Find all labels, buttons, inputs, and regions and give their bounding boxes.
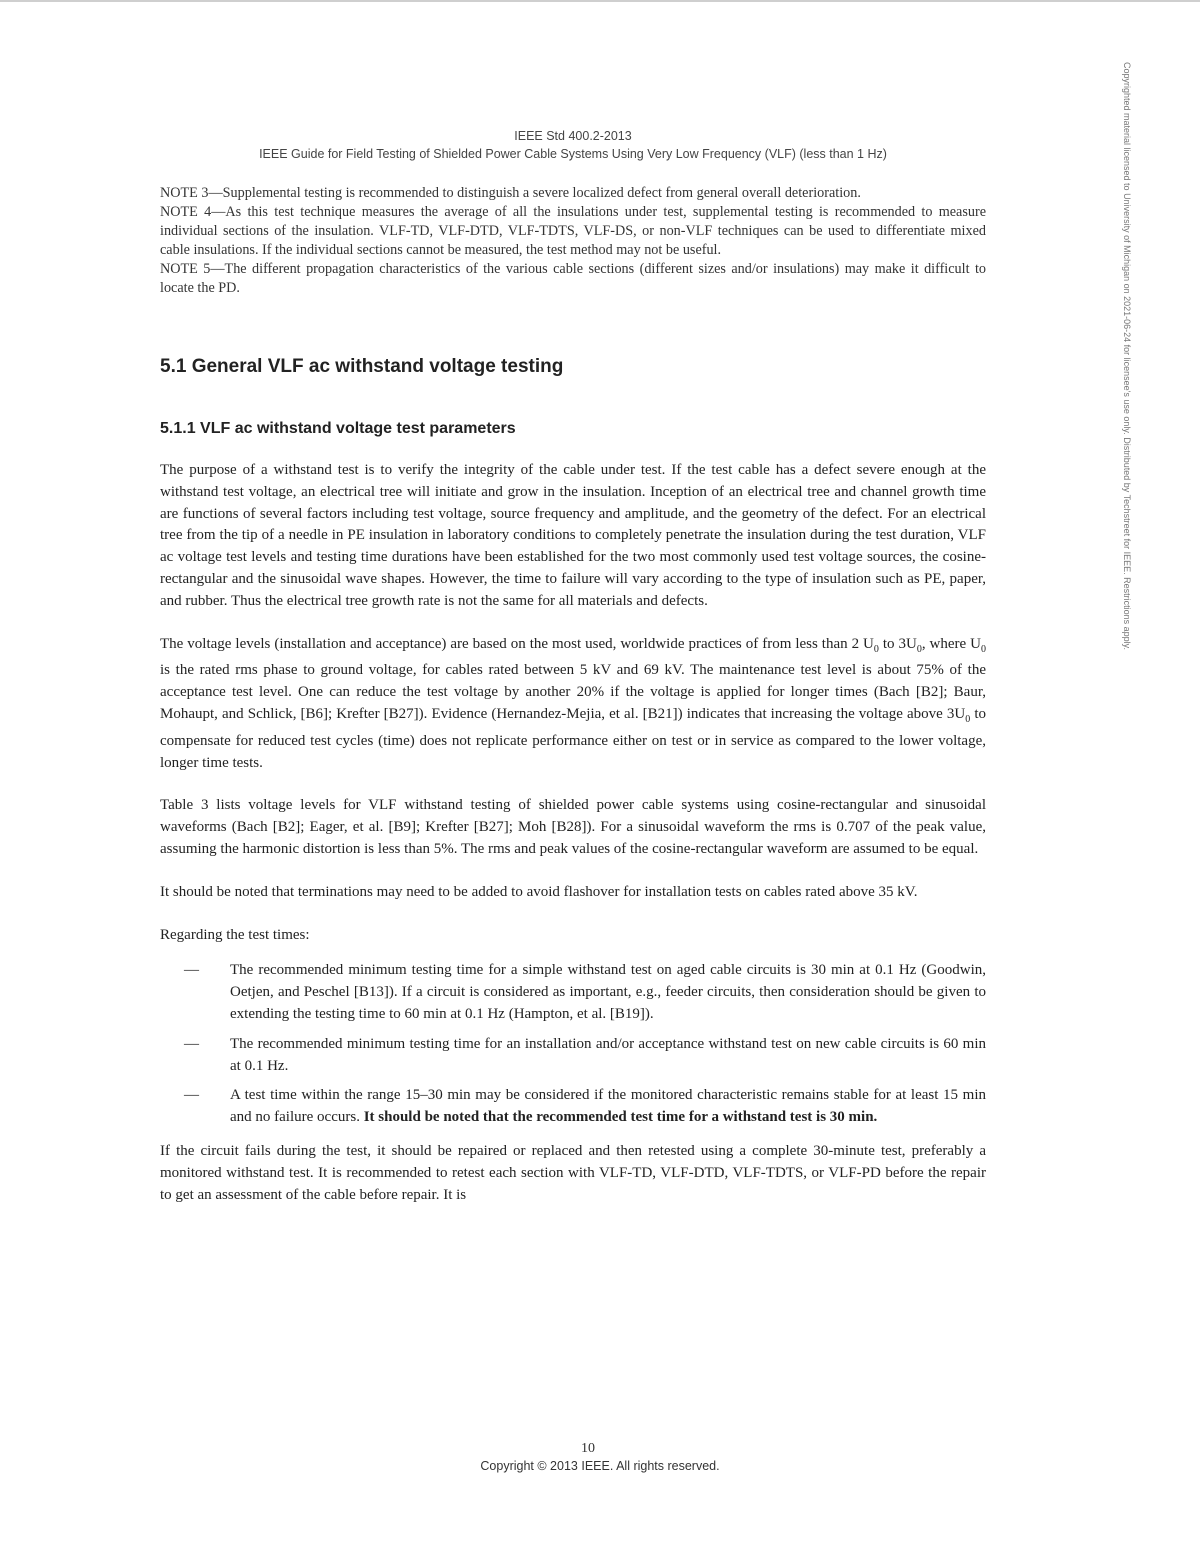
note-4: NOTE 4—As this test technique measures the average of all the insulations under test, supplemental testing is recommended to measure individual sections of the insulation. VLF-TD, VLF-DTD, VLF-TDTS, VLF-DS, or non-VLF techniques can be used to differentiate mixed cable insulations. If the individual sections cannot be measured, the test method may not be useful.: [160, 204, 986, 258]
standard-number: IEEE Std 400.2-2013: [514, 129, 632, 143]
subscript: 0: [873, 643, 879, 655]
text-run: The voltage levels (installation and acceptance) are based on the most used, worldwide practices of from less than 2 U: [160, 635, 874, 652]
note-3: NOTE 3—Supplemental testing is recommended to distinguish a severe localized defect from general overall deterioration.: [160, 185, 861, 201]
copyright: Copyright © 2013 IEEE. All rights reserved.: [480, 1459, 720, 1473]
document-title: IEEE Guide for Field Testing of Shielded Power Cable Systems Using Very Low Frequency (VLF) (less than 1 Hz): [259, 147, 887, 161]
list-item-text: The recommended minimum testing time for a simple withstand test on aged cable circuits is 30 min at 0.1 Hz (Goodwin, Oetjen, and Peschel [B13]). If a circuit is considered as important, e.g., feeder circuits, then consideration should be given to extending the testing time to 60 min at 0.1 Hz (Hampton, et al. [B19]).: [230, 962, 986, 1022]
paragraph-test-times-intro: Regarding the test times:: [160, 926, 310, 943]
list-dash: —: [184, 1035, 199, 1052]
section-heading: 5.1 General VLF ac withstand voltage testing: [160, 356, 564, 377]
list-item: [160, 1085, 986, 1129]
list-item-bold-text: It should be noted that the recommended test time for a withstand test is 30 min.: [363, 1109, 878, 1126]
text-run: is the rated rms phase to ground voltage, for cables rated between 5 kV and 69 kV. The maintenance test level is about 75% of the acceptance test level. One can reduce the test voltage by another 20% if the voltage is applied for longer times (Bach [B2]; Baur, Mohaupt, and Schlick, [B6]; Krefter [B27]). Evidence (Hernandez-Mejia, et al. [B21]) indicates that increasing the voltage above 3U: [160, 662, 986, 722]
notes-block: [160, 184, 986, 298]
page-header: [160, 128, 986, 162]
list-dash: —: [184, 962, 199, 979]
side-license-note: Copyrighted material licensed to University of Michigan on 2021-06-24 for licensee's use only. Distributed by Techstreet for IEEE. Restrictions apply.: [1122, 62, 1132, 651]
text-run: to compensate for reduced test cycles (time) does not replicate performance either on test or in service as compared to the lower voltage, longer time tests.: [160, 705, 987, 771]
subscript: 0: [916, 643, 922, 655]
top-edge-rule: [0, 0, 1200, 2]
paragraph-terminations: It should be noted that terminations may need to be added to avoid flashover for installation tests on cables rated above 35 kV.: [160, 883, 918, 900]
list-item-text: A test time within the range 15–30 min may be considered if the monitored characteristic remains stable for at least 15 min and no failure occurs.: [230, 1087, 986, 1126]
list-dash: —: [184, 1087, 199, 1104]
paragraph-table-3: Table 3 lists voltage levels for VLF withstand testing of shielded power cable systems using cosine-rectangular and sinusoidal waveforms (Bach [B2]; Eager, et al. [B9]; Krefter [B27]; Moh [B28]). For a sinusoidal waveform the rms is 0.707 of the peak value, assuming the harmonic distortion is less than 5%. The rms and peak values of the cosine-rectangular waveform are assumed to be equal.: [160, 797, 986, 857]
subsection-heading: 5.1.1 VLF ac withstand voltage test parameters: [160, 420, 516, 437]
text-run: , where U: [921, 635, 981, 652]
test-times-list: [160, 960, 986, 1129]
page-number: 10: [581, 1441, 595, 1456]
note-5: NOTE 5—The different propagation characteristics of the various cable sections (different sizes and/or insulations) may make it difficult to locate the PD.: [160, 261, 986, 296]
text-run: to 3U: [878, 635, 917, 652]
subscript: 0: [981, 643, 986, 655]
subscript: 0: [965, 713, 971, 725]
list-item: [160, 1034, 986, 1078]
paragraph-voltage-levels: [160, 634, 986, 775]
list-item: [160, 960, 986, 1025]
paragraph-purpose: The purpose of a withstand test is to verify the integrity of the cable under test. If the test cable has a defect severe enough at the withstand test voltage, an electrical tree will initiate and grow in the insulation. Inception of an electrical tree and channel growth time are functions of several factors including test voltage, source frequency and amplitude, and the geometry of the defect. For an electrical tree from the tip of a needle in PE insulation in laboratory conditions to completely penetrate the insulation during the test duration, VLF ac voltage test levels and testing time durations have been established for the two most commonly used test voltage sources, the cosine-rectangular and the sinusoidal wave shapes. However, the time to failure will vary according to the type of insulation such as PE, paper, and rubber. Thus the electrical tree growth rate is not the same for all materials and defects.: [160, 462, 986, 609]
paragraph-retest: If the circuit fails during the test, it should be repaired or replaced and then retested using a complete 30-minute test, preferably a monitored withstand test. It is recommended to retest each section with VLF-TD, VLF-DTD, VLF-TDTS, or VLF-PD before the repair to get an assessment of the cable before repair. It is: [160, 1142, 986, 1203]
page-footer: [0, 1442, 1200, 1474]
document-page: [160, 128, 986, 1206]
list-item-text: The recommended minimum testing time for an installation and/or acceptance withstand test on new cable circuits is 60 min at 0.1 Hz.: [230, 1035, 986, 1074]
